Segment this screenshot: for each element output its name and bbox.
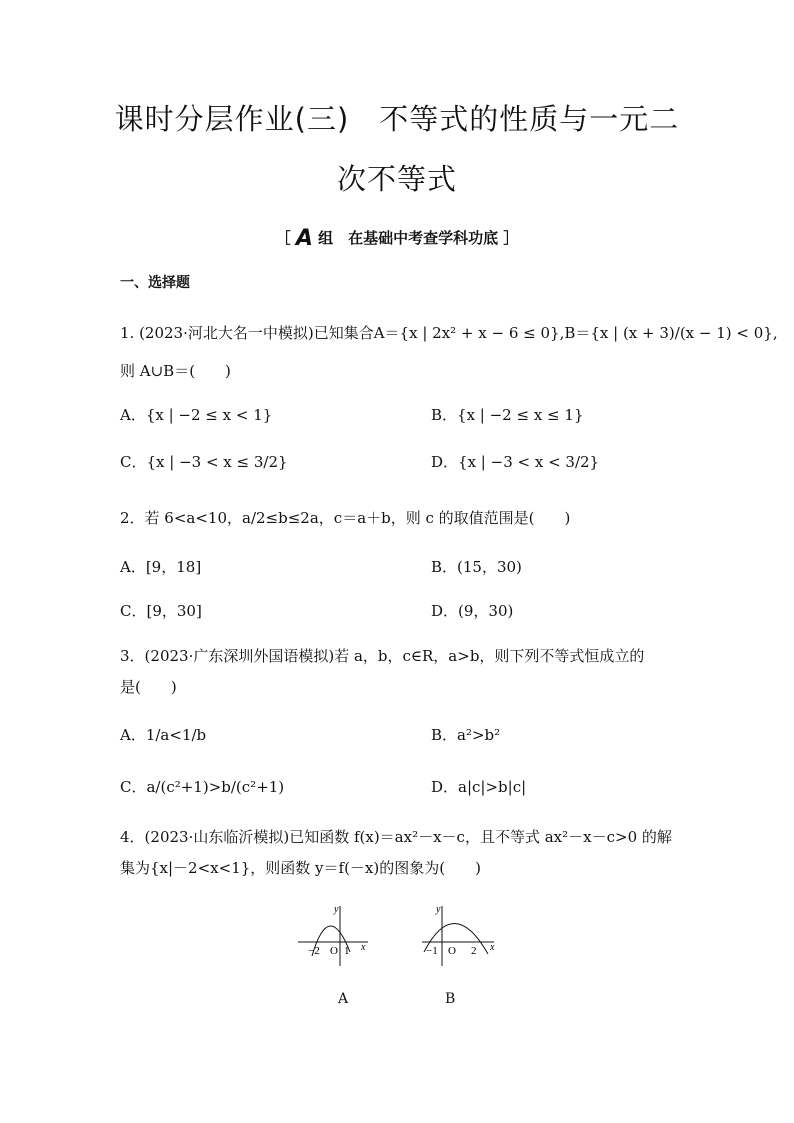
q1-stem-line1: 1. (2023·河北大名一中模拟)已知集合A＝{x | 2x² + x − 6 ≤ 0},B＝{x | (x + 3)/(x − 1) < 0}, xyxy=(120,324,778,342)
q3-option-a: A．1/a<1/b xyxy=(120,726,207,744)
q4-graph-a-label: A xyxy=(338,991,349,1007)
q3-option-b: B．a²>b² xyxy=(431,726,501,744)
tick-label-2: 1 xyxy=(344,945,350,957)
y-axis-label: y xyxy=(436,904,441,915)
group-letter: A xyxy=(295,226,313,251)
group-text: 组 在基础中考查学科功底 xyxy=(318,229,499,247)
q2-option-a: A．[9，18] xyxy=(120,558,202,576)
q1-option-a: A．{x | −2 ≤ x < 1} xyxy=(120,406,273,424)
q4-stem-line2: 集为{x|－2<x<1}，则函数 y＝f(－x)的图象为( ) xyxy=(120,859,481,877)
tick-label-1: −1 xyxy=(426,945,438,957)
q3-option-c: C．a/(c²+1)>b/(c²+1) xyxy=(120,778,285,796)
q1-option-d: D．{x | −3 < x < 3/2} xyxy=(431,453,600,471)
q1-option-b: B．{x | −2 ≤ x ≤ 1} xyxy=(431,406,584,424)
q4-graph-b xyxy=(418,900,502,972)
bracket-open: ［ xyxy=(275,229,291,247)
page-title-line2: 次不等式 xyxy=(336,162,457,196)
x-axis-label: x xyxy=(490,942,495,953)
q2-stem: 2．若 6<a<10，a/2≤b≤2a，c＝a＋b，则 c 的取值范围是( ) xyxy=(120,509,571,527)
q2-option-b: B．(15，30) xyxy=(431,558,522,576)
q3-stem-line2: 是( ) xyxy=(120,678,177,696)
q3-stem-line1: 3．(2023·广东深圳外国语模拟)若 a，b，c∈R，a>b，则下列不等式恒成立的 xyxy=(120,647,645,665)
y-axis-label: y xyxy=(334,904,339,915)
section-heading: 一、选择题 xyxy=(120,275,190,291)
x-axis-label: x xyxy=(361,942,366,953)
q1-stem-line2: 则 A∪B＝( ) xyxy=(120,362,231,380)
q2-option-d: D．(9，30) xyxy=(431,602,514,620)
q4-graph-a xyxy=(294,900,374,972)
tick-label-1: −2 xyxy=(308,945,320,957)
origin-label: O xyxy=(448,945,456,957)
q4-graph-b-label: B xyxy=(445,991,456,1007)
q3-option-d: D．a|c|>b|c| xyxy=(431,778,527,796)
origin-label: O xyxy=(330,945,338,957)
page-title-line1: 课时分层作业(三) 不等式的性质与一元二 xyxy=(114,102,680,136)
q1-option-c: C．{x | −3 < x ≤ 3/2} xyxy=(120,453,288,471)
group-heading xyxy=(0,226,794,251)
q2-option-c: C．[9，30] xyxy=(120,602,202,620)
q4-stem-line1: 4．(2023·山东临沂模拟)已知函数 f(x)＝ax²－x－c，且不等式 ax²－x－c>0 的解 xyxy=(120,828,672,846)
bracket-close: ］ xyxy=(503,229,519,247)
tick-label-2: 2 xyxy=(471,945,477,957)
